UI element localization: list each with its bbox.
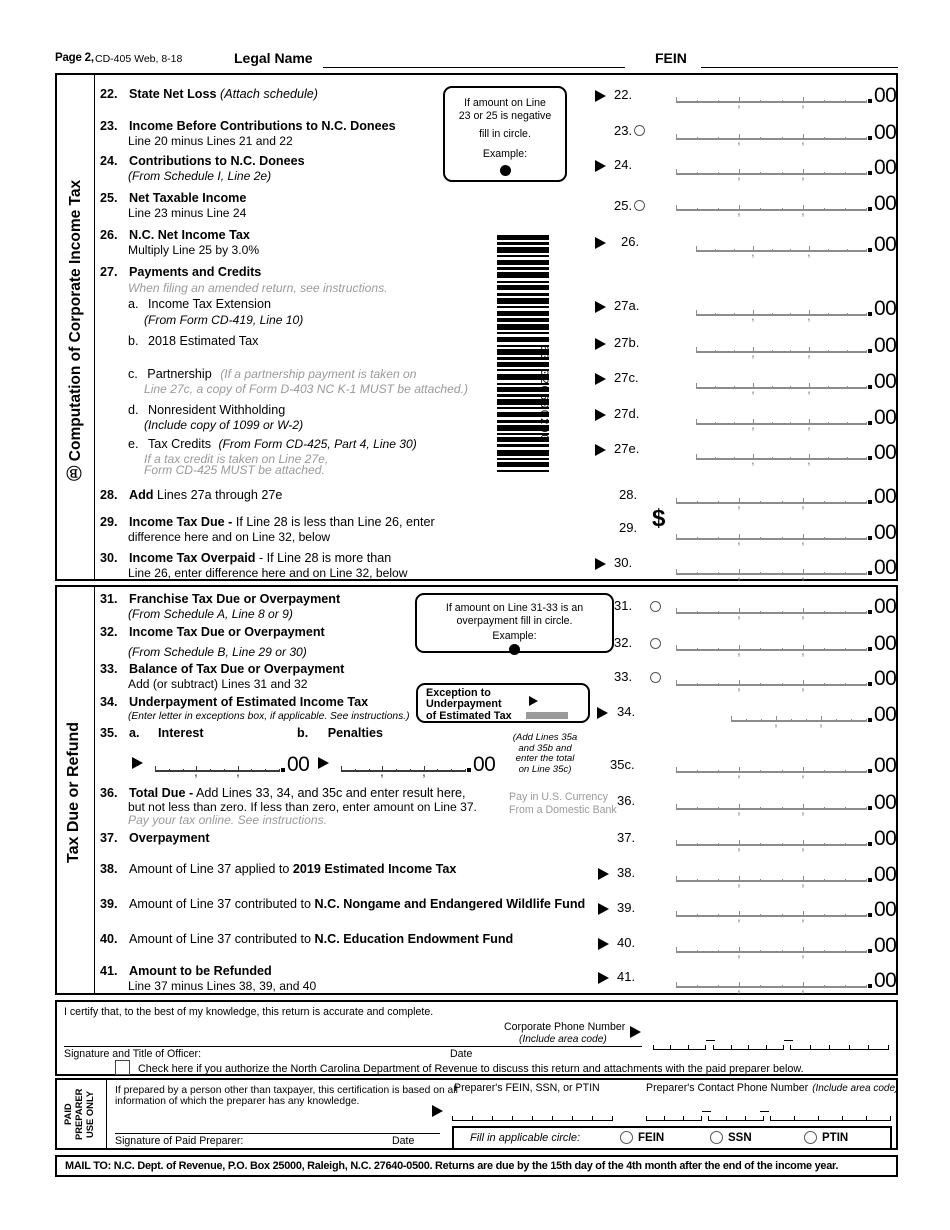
line-35a-letter: a.: [129, 726, 140, 740]
line-27e-sub2: Form CD-425 MUST be attached.: [144, 463, 325, 477]
line-27-title: Payments and Credits: [129, 265, 262, 279]
note-c-line-1: If amount on Line 31-33 is an: [445, 602, 584, 614]
pay-note-l1: Pay in U.S. Currency: [509, 791, 608, 803]
line-27d-sub: (Include copy of 1099 or W-2): [144, 418, 304, 432]
line-32-sub: (From Schedule B, Line 29 or 30): [128, 645, 307, 659]
line-27c-sub2: Line 27c, a copy of Form D-403 NC K-1 MUST be attached.): [144, 382, 468, 396]
line-35c-note: [500, 733, 590, 775]
line-40-title-bold: N.C. Education Endowment Fund: [314, 932, 514, 946]
line-37: [100, 832, 210, 846]
officer-signature-label: Signature and Title of Officer:: [64, 1048, 202, 1060]
note-35c-l2: and 35b and: [518, 742, 572, 754]
amount-entry-line[interactable]: , , 00: [676, 937, 866, 953]
line-24-ref: 24.: [614, 157, 633, 172]
amount-entry-line[interactable]: , , 00: [696, 300, 866, 316]
line-27d-arrow-icon: [595, 409, 606, 421]
authorize-discuss-checkbox[interactable]: [115, 1060, 130, 1075]
page-number-label: Page 2,: [55, 52, 94, 64]
line-38-title-bold: 2019 Estimated Income Tax: [292, 862, 457, 876]
exception-line-2: Underpayment: [426, 698, 502, 711]
line-23-number: 23.: [100, 119, 118, 133]
line-23-sub: Line 20 minus Lines 21 and 22: [128, 134, 293, 148]
line-24-sub: (From Schedule I, Line 2e): [128, 169, 272, 183]
line-40: [100, 933, 513, 947]
line-37-title: Overpayment: [129, 831, 210, 845]
line-26-title: N.C. Net Income Tax: [129, 228, 250, 242]
line-26-arrow-icon: [595, 237, 606, 249]
line-28-title: Add: [129, 488, 154, 502]
exception-line-3: of Estimated Tax: [426, 709, 512, 722]
line-25: [100, 192, 246, 206]
line-29-title: Income Tax Due -: [129, 515, 233, 529]
line-34: [100, 696, 368, 710]
line-27e-ref: 27e.: [614, 441, 640, 456]
line-27a-title: Income Tax Extension: [148, 297, 271, 311]
amount-entry-line[interactable]: , , 00: [676, 159, 866, 175]
line-27c-arrow-icon: [595, 373, 606, 385]
mail-to-text: MAIL TO: N.C. Dept. of Revenue, P.O. Box 25000, Raleigh, N.C. 27640-0500. Returns are due by the 15th day of the 4th month after the end of the income year.: [65, 1160, 839, 1172]
line-28-ref: 28.: [619, 487, 638, 502]
line-34-number: 34.: [100, 695, 118, 709]
preparer-option-fein: FEIN: [638, 1132, 665, 1144]
note-c-example-label: Example:: [492, 630, 537, 642]
line-32-overpayment-circle[interactable]: [650, 638, 661, 649]
line-27a-arrow-icon: [595, 301, 606, 313]
amount-entry-line[interactable]: , , 00: [676, 559, 866, 575]
line-27a-sub: (From Form CD-419, Line 10): [144, 313, 304, 327]
amount-entry-line[interactable]: , , 00: [676, 524, 866, 540]
preparer-phone-label-text: Preparer's Contact Phone Number: [646, 1082, 809, 1094]
amount-entry-line[interactable]: , , 00: [696, 444, 866, 460]
corporate-phone-arrow-icon: [630, 1026, 641, 1038]
page-header: [55, 50, 898, 72]
amount-entry-line[interactable]: , , 00: [676, 488, 866, 504]
preparer-circle-prompt: Fill in applicable circle:: [470, 1132, 581, 1144]
preparer-phone-input[interactable]: [646, 1111, 701, 1121]
line-33-ref: 33.: [614, 669, 633, 684]
preparer-signature-label: Signature of Paid Preparer:: [115, 1135, 244, 1147]
line-40-title-plain: Amount of Line 37 contributed to: [129, 932, 315, 946]
note-c-line-2: overpayment fill in circle.: [456, 615, 573, 627]
amount-entry-line[interactable]: , , 00: [676, 598, 866, 614]
preparer-date-label: Date: [392, 1135, 415, 1147]
line-24: [100, 155, 305, 169]
officer-date-label: Date: [450, 1048, 473, 1060]
line-29-ref: 29.: [619, 520, 638, 535]
line-27a-ref: 27a.: [614, 298, 640, 313]
corporate-phone-input[interactable]: [790, 1040, 888, 1050]
preparer-option-ssn: SSN: [728, 1132, 752, 1144]
line-35a-title: Interest: [158, 726, 204, 740]
line-23-title: Income Before Contributions to N.C. Donees: [129, 119, 396, 133]
preparer-fein-arrow-icon: [432, 1105, 443, 1117]
line-22-ref: 22.: [614, 87, 633, 102]
line-25-ref: 25.: [614, 198, 633, 213]
line-29-number: 29.: [100, 515, 118, 529]
line-39-arrow-icon: [598, 903, 609, 915]
line-27b: [128, 335, 258, 349]
preparer-fein-label: Preparer's FEIN, SSN, or PTIN: [454, 1082, 600, 1094]
preparer-fein-input[interactable]: [452, 1111, 612, 1121]
line-22-arrow-icon: [595, 90, 606, 102]
line-38-title-plain: Amount of Line 37 applied to: [129, 862, 293, 876]
line-38-arrow-icon: [598, 868, 609, 880]
line-33: [100, 663, 344, 677]
line-33-overpayment-circle[interactable]: [650, 672, 661, 683]
line-36-title: Total Due -: [129, 786, 194, 800]
line-22: [100, 88, 318, 102]
line-40-arrow-icon: [598, 938, 609, 950]
amount-entry-line[interactable]: , , 00: [696, 373, 866, 389]
amount-entry-line[interactable]: , , 00: [676, 901, 866, 917]
line-30-title-rest: - If Line 28 is more than: [255, 551, 392, 565]
line-40-ref: 40.: [617, 935, 636, 950]
line-27c-letter: c.: [128, 367, 138, 381]
line-37-ref: 37.: [617, 830, 636, 845]
line-32-number: 32.: [100, 625, 118, 639]
line-33-sub: Add (or subtract) Lines 31 and 32: [128, 677, 308, 691]
phone-dash-separator: [702, 1111, 711, 1112]
note-line-3: fill in circle.: [479, 128, 531, 140]
preparer-fein-circle[interactable]: [620, 1131, 633, 1144]
pay-note-l2: From a Domestic Bank: [509, 804, 617, 816]
fein-label: FEIN: [655, 50, 687, 66]
line-35a-arrow-icon: [132, 757, 143, 769]
line-36-number: 36.: [100, 786, 118, 800]
line-22-title-italic: (Attach schedule): [216, 87, 319, 101]
line-38-number: 38.: [100, 862, 118, 876]
line-33-number: 33.: [100, 662, 118, 676]
line-32: [100, 626, 325, 640]
note-example-label: Example:: [482, 148, 528, 160]
line-36-ref: 36.: [617, 793, 636, 808]
line-27-number: 27.: [100, 265, 118, 279]
line-27a: [128, 298, 271, 312]
preparer-ptin-circle[interactable]: [804, 1131, 817, 1144]
line-31-number: 31.: [100, 592, 118, 606]
line-41-sub: Line 37 minus Lines 38, 39, and 40: [128, 979, 317, 993]
line-30-number: 30.: [100, 551, 118, 565]
line-27c-ref: 27c.: [614, 370, 639, 385]
note-line-1: If amount on Line: [464, 97, 546, 109]
line-41-title: Amount to be Refunded: [129, 964, 272, 978]
overpayment-circle-note: [415, 593, 614, 653]
negative-circle-note: [443, 86, 567, 182]
line-37-number: 37.: [100, 831, 118, 845]
line-38-ref: 38.: [617, 865, 636, 880]
amount-entry-line[interactable]: , , 00: [696, 409, 866, 425]
line-27d-ref: 27d.: [614, 406, 640, 421]
line-30-sub: Line 26, enter difference here and on Line 32, below: [128, 566, 408, 580]
corporate-phone-sub: (Include area code): [519, 1034, 607, 1045]
amount-entry-line[interactable]: , , 00: [676, 866, 866, 882]
line-27e-title-italic: (From Form CD-425, Part 4, Line 30): [218, 437, 417, 451]
paid-preparer-vertical-label: PAID PREPARER USE ONLY: [62, 1088, 95, 1140]
line-27d-title: Nonresident Withholding: [148, 403, 286, 417]
amount-entry-line[interactable]: , , 00: [155, 756, 279, 772]
filled-circle-example-c: [509, 644, 520, 655]
amount-entry-line[interactable]: , , 00: [731, 706, 866, 722]
line-31: [100, 593, 340, 607]
amount-entry-line[interactable]: , , 00: [676, 195, 866, 211]
line-27c-title: Partnership: [147, 367, 212, 381]
phone-dash-separator: [760, 1111, 769, 1112]
line-31-ref: 31.: [614, 598, 633, 613]
line-35: [100, 727, 383, 741]
amount-entry-line[interactable]: , , 00: [676, 87, 866, 103]
line-39-title-bold: N.C. Nongame and Endangered Wildlife Fund: [314, 897, 586, 911]
line-27c-sub: (If a partnership payment is taken on: [220, 367, 417, 381]
barcode-digits: 630020600200: [537, 345, 549, 443]
line-27d: [128, 404, 285, 418]
amount-entry-line[interactable]: , , 00: [676, 670, 866, 686]
line-25-negative-circle[interactable]: [634, 200, 645, 211]
line-27b-arrow-icon: [595, 338, 606, 350]
line-30: [100, 552, 391, 566]
line-27e-sub: If a tax credit is taken on Line 27e,: [144, 452, 329, 466]
line-40-number: 40.: [100, 932, 118, 946]
line-39-number: 39.: [100, 897, 118, 911]
corporate-phone-input[interactable]: [713, 1040, 783, 1050]
line-29-dollar-sign: $: [652, 505, 666, 532]
note-35c-l3: enter the total: [515, 753, 575, 765]
line-22-title: State Net Loss: [129, 87, 217, 101]
line-25-sub: Line 23 minus Line 24: [128, 206, 247, 220]
section-b-vertical-label: Ⓑ Computation of Corporate Income Tax: [67, 179, 84, 481]
line-25-title: Net Taxable Income: [129, 191, 247, 205]
amount-entry-line[interactable]: , , 00: [341, 756, 465, 772]
line-27b-letter: b.: [128, 334, 139, 348]
note-35c-l4: on Line 35c): [518, 763, 572, 775]
line-27e-letter: e.: [128, 437, 139, 451]
line-28-number: 28.: [100, 488, 118, 502]
line-29-sub: difference here and on Line 32, below: [128, 530, 331, 544]
corporate-phone-label: Corporate Phone Number: [504, 1021, 626, 1033]
amount-entry-line[interactable]: , , 00: [676, 124, 866, 140]
line-27d-letter: d.: [128, 403, 139, 417]
line-27e-title: Tax Credits: [148, 437, 212, 451]
line-24-arrow-icon: [595, 160, 606, 172]
phone-dash-separator: [784, 1040, 793, 1041]
line-28-title-rest: Lines 27a through 27e: [153, 488, 283, 502]
line-34-title: Underpayment of Estimated Income Tax: [129, 695, 369, 709]
corporate-phone-input[interactable]: [653, 1040, 705, 1050]
line-36-sub2: Pay your tax online. See instructions.: [128, 813, 327, 827]
line-39: [100, 898, 585, 912]
line-36-sub: but not less than zero. If less than zero, enter amount on Line 37.: [128, 800, 477, 814]
legal-name-label: Legal Name: [234, 50, 313, 66]
line-25-number: 25.: [100, 191, 118, 205]
line-27e: [128, 438, 417, 452]
preparer-statement-l2: information of which the preparer has any knowledge.: [115, 1096, 360, 1107]
phone-dash-separator: [706, 1040, 715, 1041]
line-27a-letter: a.: [128, 297, 139, 311]
line-22-number: 22.: [100, 87, 118, 101]
note-35c-l1: (Add Lines 35a: [512, 732, 578, 743]
line-31-sub: (From Schedule A, Line 8 or 9): [128, 607, 293, 621]
amount-entry-line[interactable]: , , 00: [696, 236, 866, 252]
preparer-option-ptin: PTIN: [822, 1132, 849, 1144]
line-27b-ref: 27b.: [614, 335, 640, 350]
pay-currency-note: [509, 791, 617, 817]
form-id-label: CD-405 Web, 8-18: [95, 53, 183, 65]
line-29-title-rest: If Line 28 is less than Line 26, enter: [232, 515, 435, 529]
preparer-signature-input[interactable]: [115, 1133, 440, 1134]
line-34-arrow-icon: [597, 707, 608, 719]
line-24-number: 24.: [100, 154, 118, 168]
preparer-phone-sub: (Include area code): [812, 1083, 899, 1094]
line-26-number: 26.: [100, 228, 118, 242]
amount-entry-line[interactable]: , , 00: [676, 972, 866, 988]
line-35b-title: Penalties: [327, 726, 384, 740]
amount-entry-line[interactable]: , , 00: [676, 757, 866, 773]
amount-entry-line[interactable]: , , 00: [676, 830, 866, 846]
line-35c-ref: 35c.: [610, 757, 635, 772]
amount-entry-line[interactable]: , , 00: [696, 337, 866, 353]
line-27-sub: When filing an amended return, see instructions.: [128, 281, 388, 295]
line-32-ref: 32.: [614, 635, 633, 650]
amount-entry-line[interactable]: , , 00: [676, 635, 866, 651]
line-41-arrow-icon: [598, 972, 609, 984]
line-23: [100, 120, 396, 134]
line-27b-title: 2018 Estimated Tax: [148, 334, 259, 348]
legal-name-input[interactable]: [323, 67, 625, 68]
preparer-phone-input[interactable]: [708, 1111, 763, 1121]
line-36: [100, 787, 466, 801]
line-26-ref: 26.: [621, 234, 640, 249]
line-34-sub: (Enter letter in exceptions box, if applicable. See instructions.): [128, 711, 410, 722]
line-35-number: 35.: [100, 726, 118, 740]
line-39-title-plain: Amount of Line 37 contributed to: [129, 897, 315, 911]
preparer-phone-input[interactable]: [770, 1111, 890, 1121]
authorize-discuss-label: Check here if you authorize the North Carolina Department of Revenue to discuss this return and attachments with the paid preparer below.: [138, 1063, 804, 1075]
line-31-title: Franchise Tax Due or Overpayment: [129, 592, 341, 606]
note-line-2: 23 or 25 is negative: [458, 110, 552, 122]
exception-line-1: Exception to: [426, 687, 491, 699]
line-34-ref: 34.: [617, 704, 636, 719]
line-23-ref: 23.: [614, 123, 633, 138]
line-35b-letter: b.: [297, 726, 309, 740]
amount-entry-line[interactable]: , , 00: [676, 794, 866, 810]
filled-circle-example: [500, 165, 511, 176]
line-30-title: Income Tax Overpaid: [129, 551, 256, 565]
line-29: [100, 516, 435, 530]
line-27c: [128, 368, 417, 382]
preparer-phone-label: [646, 1082, 898, 1096]
line-24-title: Contributions to N.C. Donees: [129, 154, 305, 168]
line-41: [100, 965, 272, 979]
line-27: [100, 266, 261, 280]
line-23-negative-circle[interactable]: [634, 125, 645, 136]
line-33-title: Balance of Tax Due or Overpayment: [129, 662, 345, 676]
exception-arrow-icon: [529, 696, 538, 706]
line-30-ref: 30.: [614, 555, 633, 570]
line-26: [100, 229, 250, 243]
section-c-vertical-label: Tax Due or Refund: [65, 721, 82, 863]
exception-letter-input[interactable]: [526, 712, 568, 719]
line-26-sub: Multiply Line 25 by 3.0%: [128, 243, 260, 257]
line-31-overpayment-circle[interactable]: [650, 601, 661, 612]
fein-input[interactable]: [701, 67, 898, 68]
certification-statement: I certify that, to the best of my knowledge, this return is accurate and complete.: [64, 1006, 434, 1018]
line-32-title: Income Tax Due or Overpayment: [129, 625, 325, 639]
line-36-title-rest: Add Lines 33, 34, and 35c and enter result here,: [193, 786, 466, 800]
line-27e-arrow-icon: [595, 444, 606, 456]
preparer-statement-l1: If prepared by a person other than taxpayer, this certification is based on all: [115, 1085, 458, 1096]
line-41-ref: 41.: [617, 969, 636, 984]
preparer-ssn-circle[interactable]: [710, 1131, 723, 1144]
line-38: [100, 863, 456, 877]
line-41-number: 41.: [100, 964, 118, 978]
line-35b-arrow-icon: [318, 757, 329, 769]
line-30-arrow-icon: [595, 558, 606, 570]
line-28: [100, 489, 282, 503]
line-39-ref: 39.: [617, 900, 636, 915]
